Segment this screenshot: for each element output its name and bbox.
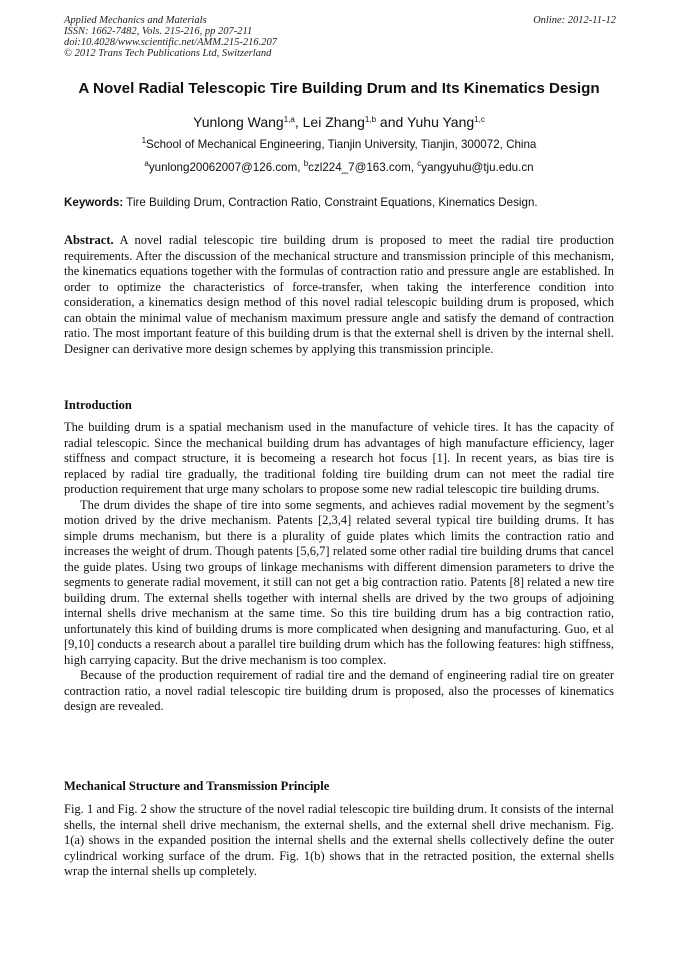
keywords (64, 196, 616, 209)
section-heading-introduction: Introduction (64, 398, 132, 412)
introduction-section (64, 420, 614, 715)
paragraph: The building drum is a spatial mechanism used in the manufacture of vehicle tires. It has the capacity of radial telescopic. Since the mechanical building drum has advantages of high manufacture efficiency, lager stiffness and compact structure, it is becomeing a research hot focus [1]. In recent years, as bias tire is replaced by radial tire gradually, the traditional folding tire building drum can not meet the radial tire production requirement that urge many scholars to propose some new radial telescopic tire building drums. (64, 420, 614, 496)
section-heading-mechanical-structure: Mechanical Structure and Transmission Principle (64, 779, 330, 793)
author-affiliation-marker: 1,a (283, 115, 295, 124)
affiliation-marker: 1 (141, 136, 147, 145)
keywords-text: Tire Building Drum, Contraction Ratio, Constraint Equations, Kinematics Design. (123, 196, 538, 209)
email-marker: a (144, 159, 149, 168)
online-date: Online: 2012-11-12 (533, 15, 616, 26)
email-b: czl224_7@163.com, (308, 161, 418, 174)
author-separator: , (294, 114, 303, 130)
affiliation (40, 138, 638, 151)
paragraph: Fig. 1 and Fig. 2 show the structure of the novel radial telescopic tire building drum. It consists of the internal shells, the internal shell drive mechanism, the external shells, and the external shell drive mechanism. Fig. 1(a) shows in the expanded position the internal shells and the external shells collectively define the outer cylindrical working surface of the drum. Fig. 1(b) shows that in the retracted position, the external shells wrap the internal shells up completely. (64, 802, 614, 878)
author-separator: and (376, 114, 407, 130)
email-c: yangyuhu@tju.edu.cn (421, 161, 534, 174)
author-affiliation-marker: 1,b (364, 115, 377, 124)
abstract-label: Abstract. (64, 233, 114, 247)
paper-title: A Novel Radial Telescopic Tire Building Drum and Its Kinematics Design (78, 80, 600, 97)
abstract-text: A novel radial telescopic tire building drum is proposed to meet the radial tire production requirements. After the discussion of the mechanical structure and transmission principle of this mechanism, the kinematics equations together with the formulas of contraction ratio and pressure angle are established. In order to optimize the characteristics of force-transfer, when taking the interference condition into consideration, a kinematics design method of this novel radial telescopic building drum is proposed, which can obtain the minimal value of mechanism maximum pressure angle and satisfy the demand of contraction ratio. The most important feature of this building drum is that the external shell is driven by the internal shell. Designer can derivative more design schemes by applying this transmission principle. (64, 233, 614, 356)
publication-header (64, 15, 616, 59)
abstract (64, 233, 614, 357)
author-name: Lei Zhang (302, 114, 365, 130)
affiliation-text: School of Mechanical Engineering, Tianjin University, Tianjin, 300072, China (146, 138, 537, 151)
author-emails (40, 161, 638, 174)
keywords-label: Keywords: (64, 196, 124, 209)
issn-line: ISSN: 1662-7482, Vols. 215-216, pp 207-211 (64, 26, 253, 37)
email-marker: c (417, 159, 422, 168)
author-name: Yuhu Yang (406, 114, 475, 130)
journal-name: Applied Mechanics and Materials (64, 15, 207, 26)
email-a: yunlong20062007@126.com, (148, 161, 304, 174)
mechanical-section (64, 802, 614, 880)
email-marker: b (303, 159, 309, 168)
copyright-line: © 2012 Trans Tech Publications Ltd, Switzerland (64, 48, 272, 59)
doi-line: doi:10.4028/www.scientific.net/AMM.215-216.207 (64, 37, 277, 48)
author-name: Yunlong Wang (193, 114, 284, 130)
author-affiliation-marker: 1,c (474, 115, 485, 124)
author-list (40, 114, 638, 130)
paragraph: The drum divides the shape of tire into some segments, and achieves radial movement by the segment’s motion drived by the drive mechanism. Patents [2,3,4] related several typical tire building drums. It has simple drums mechanism, but there is a plurality of guide plates which limits the contraction ratio and increases the weight of drum. Though patents [5,6,7] related some other radial tire building drums that cancel the guide plates. Using two groups of linkage mechanisms with different dimension parameters to drive the segments to generate radial movement, it still can not get a big contraction ratio. Patents [8] related a new tire building drum. The external shells together with internal shells are drived by the two groups of adjoining internal shells drive mechanism at the same time. So this tire building drum has a big contraction ratio, unfortunately this kind of building drums is more complicated when designing and manufacturing. Guo, et al [9,10] conducts a research about a parallel tire building drum which has the following features: high stiffness, high carrying capacity. But the drive mechanism is too complex. (64, 497, 614, 667)
paragraph: Because of the production requirement of radial tire and the demand of engineering radial tire on greater contraction ratio, a novel radial telescopic tire building drum is proposed, also the processes of kinematics design are revealed. (64, 668, 614, 713)
